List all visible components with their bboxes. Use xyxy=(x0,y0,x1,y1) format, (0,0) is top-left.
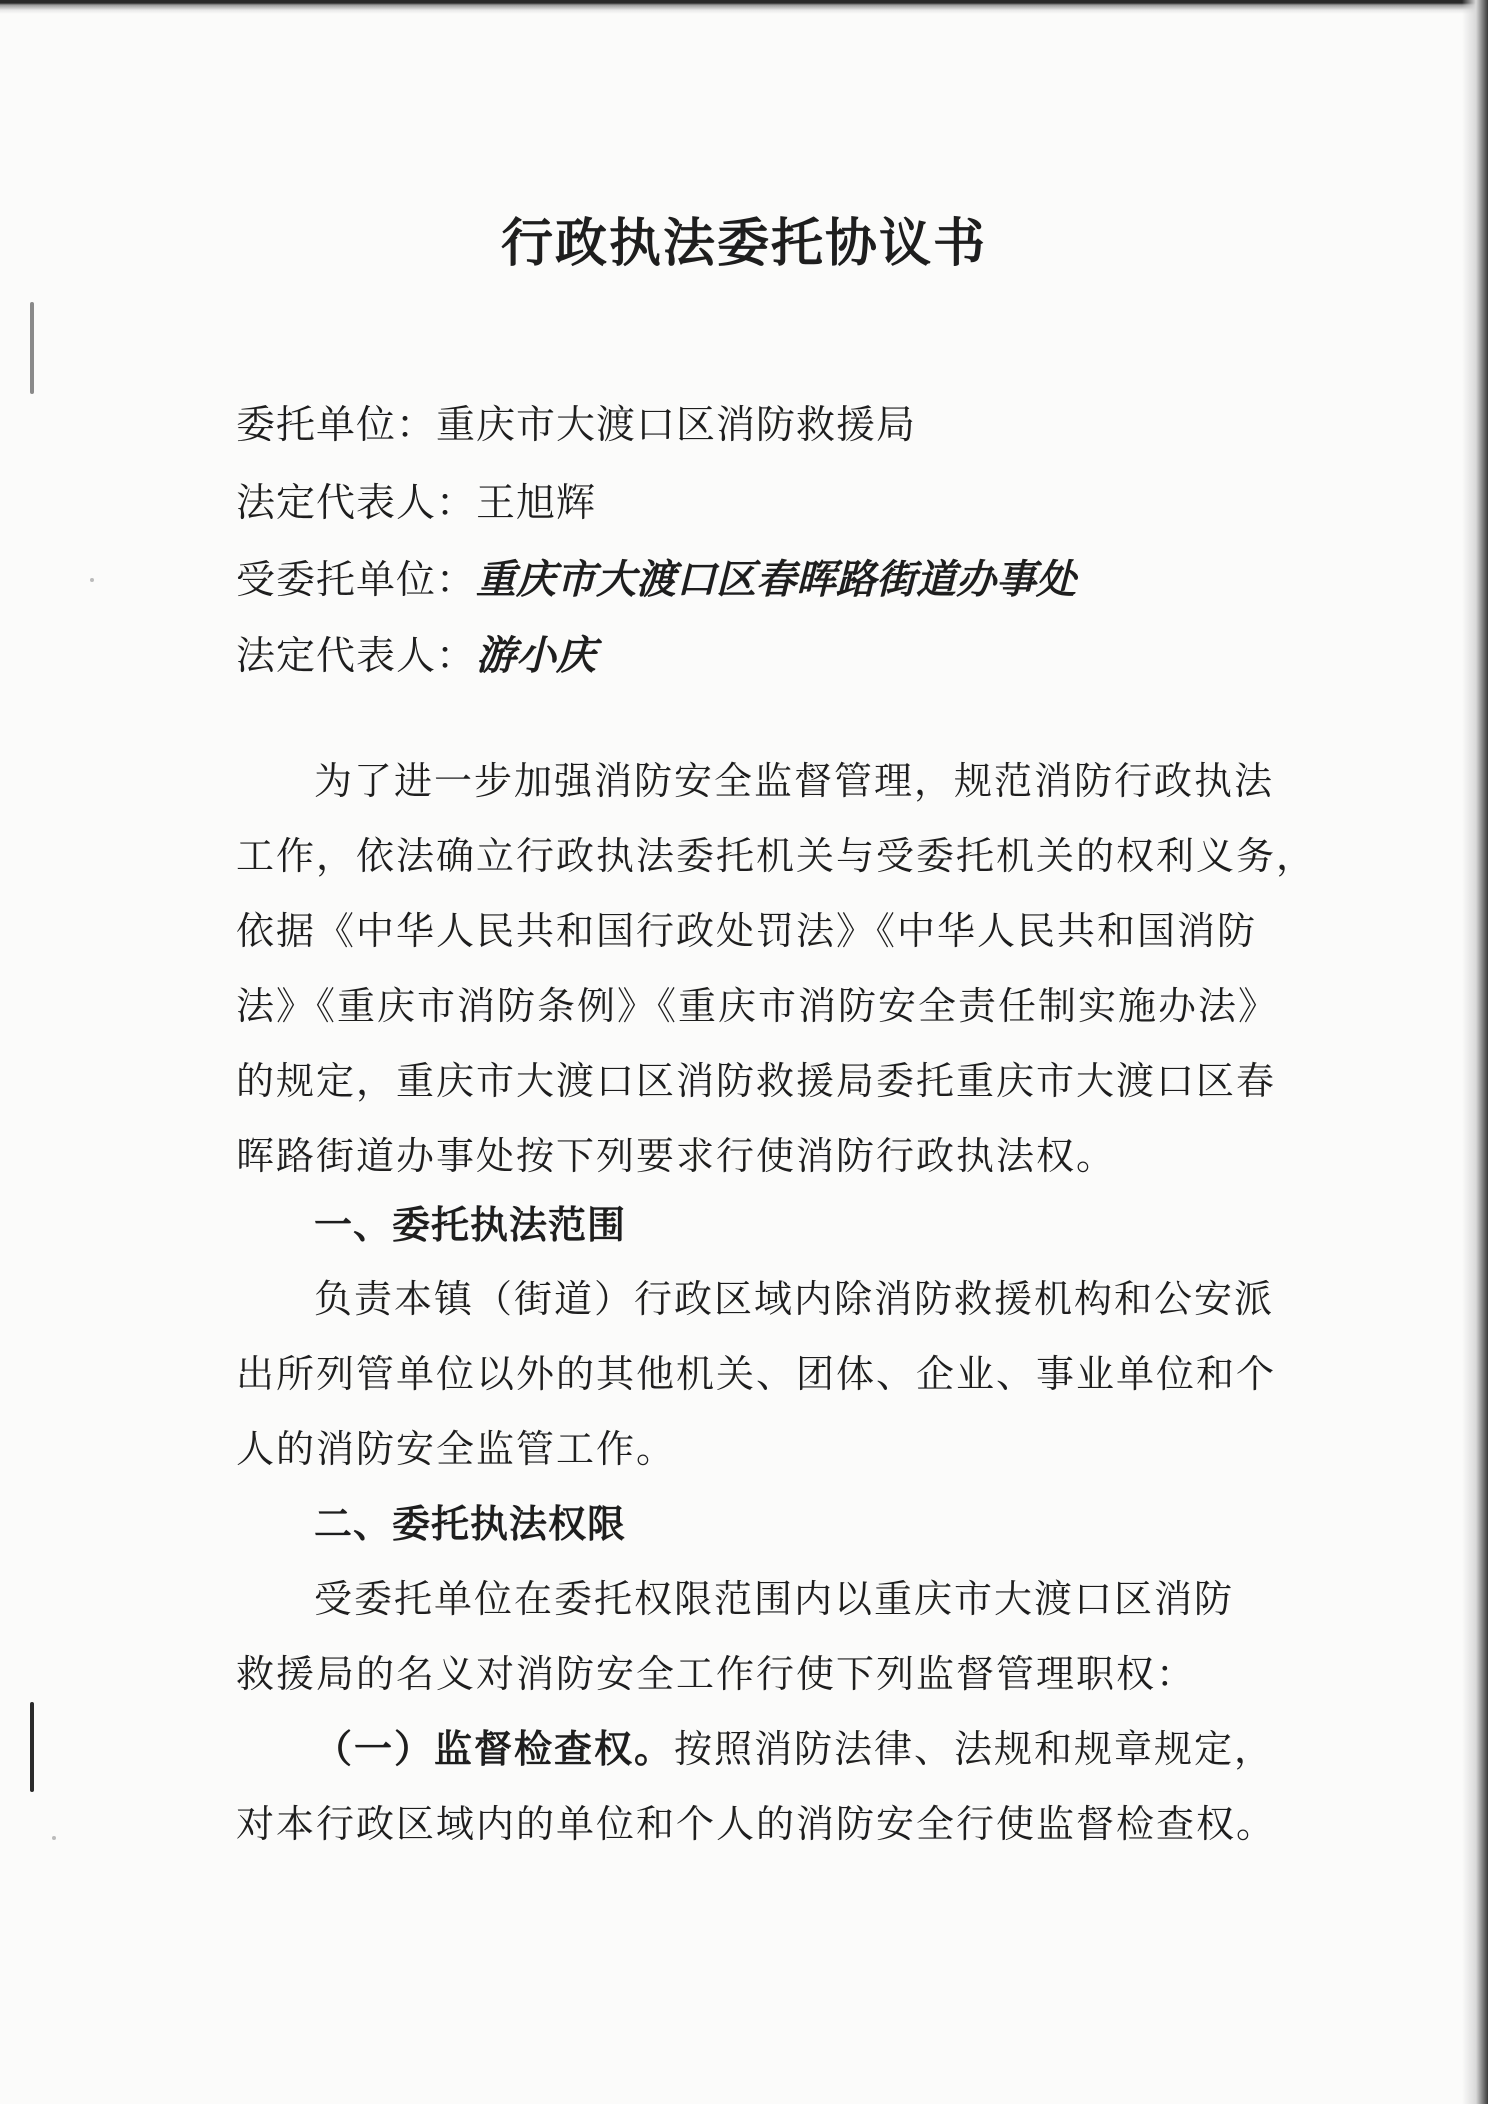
party-value: 王旭辉 xyxy=(476,481,597,526)
paragraph-line: 对本行政区域内的单位和个人的消防安全行使监督检查权。 xyxy=(236,1802,1277,1846)
paragraph-line: 晖路街道办事处按下列要求行使消防行政执法权。 xyxy=(236,1134,1117,1178)
party-label: 委托单位： xyxy=(236,403,437,448)
paragraph-line xyxy=(236,1712,1286,1787)
party-field xyxy=(236,400,916,452)
document-title: 行政执法委托协议书 xyxy=(500,213,987,274)
paragraph-line: 依据《中华人民共和国行政处罚法》《中华人民共和国消防 xyxy=(236,909,1258,953)
intro-paragraph xyxy=(236,744,1317,1194)
scan-right-edge xyxy=(1462,0,1488,2104)
scope-paragraph xyxy=(236,1262,1286,1487)
binding-mark-bottom xyxy=(30,1702,34,1792)
paragraph-line: 工作，依法确立行政执法委托机关与受委托机关的权利义务， xyxy=(236,834,1317,878)
paragraph-line: 受委托单位在委托权限范围内以重庆市大渡口区消防 xyxy=(314,1577,1235,1621)
paragraph-line: 法》《重庆市消防条例》《重庆市消防安全责任制实施办法》 xyxy=(236,984,1279,1028)
party-value: 重庆市大渡口区消防救援局 xyxy=(436,403,917,448)
item-text: 按照消防法律、法规和规章规定， xyxy=(674,1727,1275,1771)
section-heading: 二、委托执法权限 xyxy=(314,1502,627,1546)
party-field xyxy=(236,630,596,683)
party-label: 法定代表人： xyxy=(236,634,477,679)
party-label: 法定代表人： xyxy=(236,481,477,526)
binding-mark-top xyxy=(30,302,34,394)
scan-top-edge xyxy=(0,0,1488,14)
party-label: 受委托单位： xyxy=(236,558,477,603)
item-label: （一）监督检查权。 xyxy=(314,1727,675,1771)
scan-speck xyxy=(90,578,94,582)
paragraph-line: 为了进一步加强消防安全监督管理，规范消防行政执法 xyxy=(314,759,1275,803)
handwritten-value: 重庆市大渡口区春晖路街道办事处 xyxy=(476,557,1077,603)
handwritten-value: 游小庆 xyxy=(476,633,597,679)
paragraph-line: 人的消防安全监管工作。 xyxy=(236,1427,677,1471)
party-field xyxy=(236,554,1076,607)
paragraph-line: 的规定，重庆市大渡口区消防救援局委托重庆市大渡口区春 xyxy=(236,1059,1277,1103)
scan-speck xyxy=(52,1836,56,1840)
section-heading: 一、委托执法范围 xyxy=(314,1203,627,1247)
paragraph-line: 负责本镇（街道）行政区域内除消防救援机构和公安派 xyxy=(314,1277,1275,1321)
authority-paragraph xyxy=(236,1562,1286,1862)
paragraph-line: 出所列管单位以外的其他机关、团体、企业、事业单位和个 xyxy=(236,1352,1277,1396)
party-field xyxy=(236,478,596,530)
paragraph-line: 救援局的名义对消防安全工作行使下列监督管理职权： xyxy=(236,1652,1197,1696)
